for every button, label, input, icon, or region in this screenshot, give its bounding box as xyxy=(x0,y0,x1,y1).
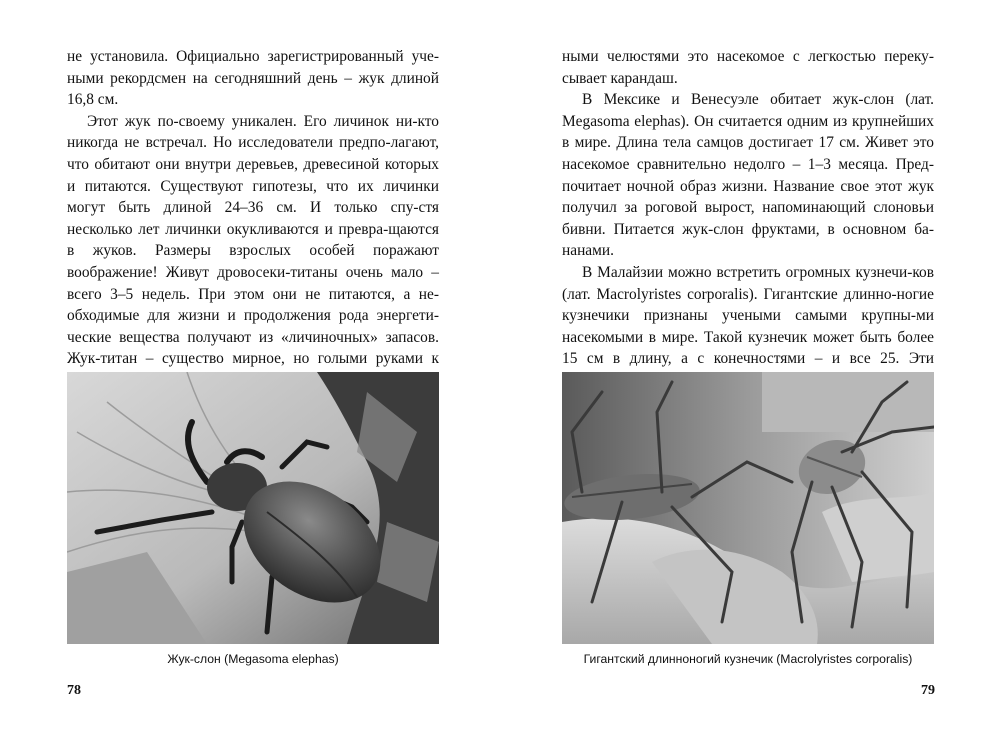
right-page-number: 79 xyxy=(921,683,935,698)
right-page-text xyxy=(562,46,934,392)
elephant-beetle-photo xyxy=(67,372,439,644)
giant-katydid-photo xyxy=(562,372,934,644)
left-paragraph-1: не установила. Официально зарегистрированный уче-ными рекордсмен на сегодняшний день – жук длиной 16,8 см. xyxy=(67,48,439,109)
right-paragraph-2: В Мексике и Венесуэле обитает жук-слон (лат. Megasoma elephas). Он считается одним из крупнейших в мире. Длина тела самцов достигает 17 см. Живет это насекомое сравнительно недолго – 1–3 месяца. Пред-почитает ночной образ жизни. Название свое этот жук получил за роговой вырост, напоминающий слоновьи бивни. Питается жук-слон фруктами, в основном ба-нанами. xyxy=(562,91,934,260)
right-paragraph-1: ными челюстями это насекомое с легкостью переку-сывает карандаш. xyxy=(562,48,934,87)
left-page-number: 78 xyxy=(67,683,81,698)
right-paragraph-3: В Малайзии можно встретить огромных кузнечи-ков (лат. Macrolyristes corporalis). Гигантские длинно-ногие кузнечики признаны учеными самыми крупны-ми насекомыми в мире. Такой кузнечик может быть более 15 см в длину, а с конечностями – и все 25. Эти xyxy=(562,263,934,368)
left-paragraph-2: Этот жук по-своему уникален. Его личинок ни-кто никогда не встречал. Но исследователи предпо-лагают, что обитают они внутри деревьев, древесиной которых и питаются. Существуют гипотезы, что их личинки могут быть длиной 24–36 см. И только спу-стя несколько лет личинки окукливаются и превра-щаются в жуков. Размеры взрослых особей поражают воображение! Живут дровосеки-титаны очень мало – всего 3–5 недель. При этом они не питаются, а не-обходимые для жизни и продолжения рода энергети-ческие вещества получают из «личиночных» запасов. Жук-титан – существо мирное, но голыми руками к xyxy=(67,112,439,368)
left-page-text xyxy=(67,46,439,392)
right-page xyxy=(500,0,1000,750)
right-photo-caption: Гигантский длинноногий кузнечик (Macrolyristes corporalis) xyxy=(583,652,913,666)
left-photo-caption: Жук-слон (Megasoma elephas) xyxy=(167,652,339,666)
